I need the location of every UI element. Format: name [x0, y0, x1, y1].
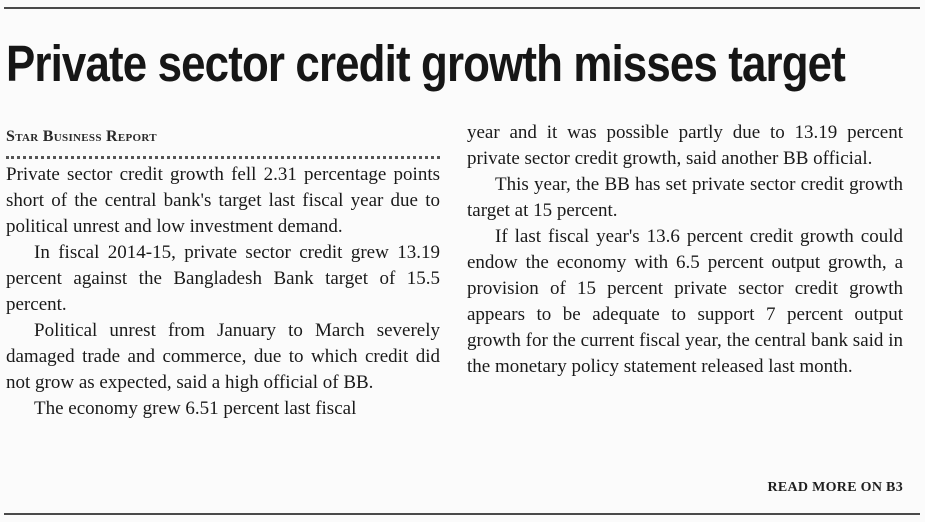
paragraph: This year, the BB has set private sector credit growth target at 15 percent. — [467, 174, 903, 221]
left-column — [6, 122, 440, 422]
byline: Star Business Report — [6, 128, 157, 145]
paragraph: If last fiscal year's 13.6 percent credit growth could endow the economy with 6.5 percent output growth, a provision of 15 percent private sector credit growth appears to be adequate to support 7 percent output growth for the current fiscal year, the central bank said in the monetary policy statement released last month. — [467, 226, 903, 377]
paragraph: The economy grew 6.51 percent last fiscal — [34, 398, 357, 419]
dotted-divider — [6, 156, 440, 159]
paragraph: year and it was possible partly due to 13.19 percent private sector credit growth, said another BB official. — [467, 122, 903, 169]
right-column — [467, 120, 903, 380]
paragraph: In fiscal 2014-15, private sector credit grew 13.19 percent against the Bangladesh Bank target of 15.5 percent. — [6, 242, 440, 315]
paragraph: Political unrest from January to March severely damaged trade and commerce, due to which credit did not grow as expected, said a high official of BB. — [6, 320, 440, 393]
paragraph: Private sector credit growth fell 2.31 percentage points short of the central bank's target last fiscal year due to political unrest and low investment demand. — [6, 164, 440, 237]
bottom-rule — [4, 513, 920, 515]
continuation-link[interactable]: READ MORE ON B3 — [767, 480, 903, 495]
top-rule — [4, 7, 920, 9]
headline: Private sector credit growth misses target — [6, 35, 845, 92]
